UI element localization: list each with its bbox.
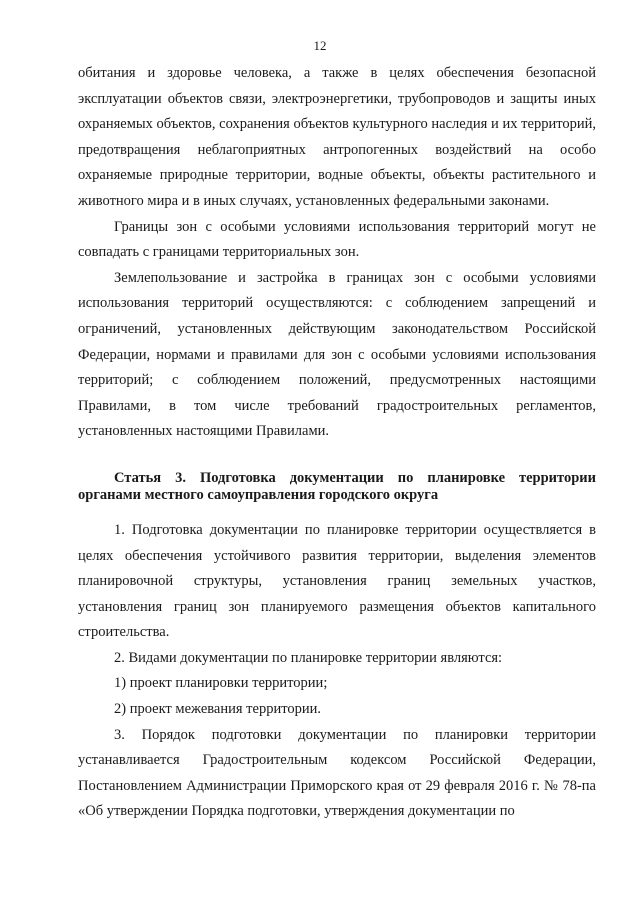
article-item-2: 2. Видами документации по планировке территории являются: <box>114 649 503 666</box>
page-number: 12 <box>313 38 327 53</box>
page-body <box>78 61 596 825</box>
paragraph-continuation: обитания и здоровье человека, а также в целях обеспечения безопасной эксплуатации объектов связи, электроэнергетики, трубопроводов и защиты иных охраняемых объектов, сохранения объектов культурного наследия и их территорий, предотвращения неблагоприятных антропогенных воздействий на особо охраняемые природные территории, водные объекты, объекты растительного и животного мира и в иных случаях, установленных федеральными законами. <box>78 65 596 209</box>
paragraph-zone-boundaries: Границы зон с особыми условиями использования территорий могут не совпадать с границами территориальных зон. <box>78 218 596 261</box>
article-heading: Статья 3. Подготовка документации по планировке территории органами местного самоуправления городского округа <box>78 469 596 503</box>
article-item-1: 1. Подготовка документации по планировке территории осуществляется в целях обеспечения устойчивого развития территории, выделения элементов планировочной структуры, установления границ земельных участков, установления границ зон планируемого размещения объектов капитального строительства. <box>78 521 596 641</box>
article-item-3: 3. Порядок подготовки документации по планировки территории устанавливается Градостроительным кодексом Российской Федерации, Постановлением Администрации Приморского края от 29 февраля 2016 г. № 78-па «Об утверждении Порядка подготовки, утверждения документации по <box>78 726 596 820</box>
paragraph-land-use: Землепользование и застройка в границах зон с особыми условиями использования территорий осуществляются: с соблюдением запрещений и ограничений, установленных действующим законодательством Российской Федерации, нормами и правилами для зон с особыми условиями использования территорий; с соблюдением положений, предусмотренных настоящими Правилами, в том числе требований градостроительных регламентов, установленных настоящими Правилами. <box>78 269 596 440</box>
article-item-2-subitem-2: 2) проект межевания территории. <box>114 701 321 718</box>
article-item-2-subitem-1: 1) проект планировки территории; <box>114 675 328 692</box>
